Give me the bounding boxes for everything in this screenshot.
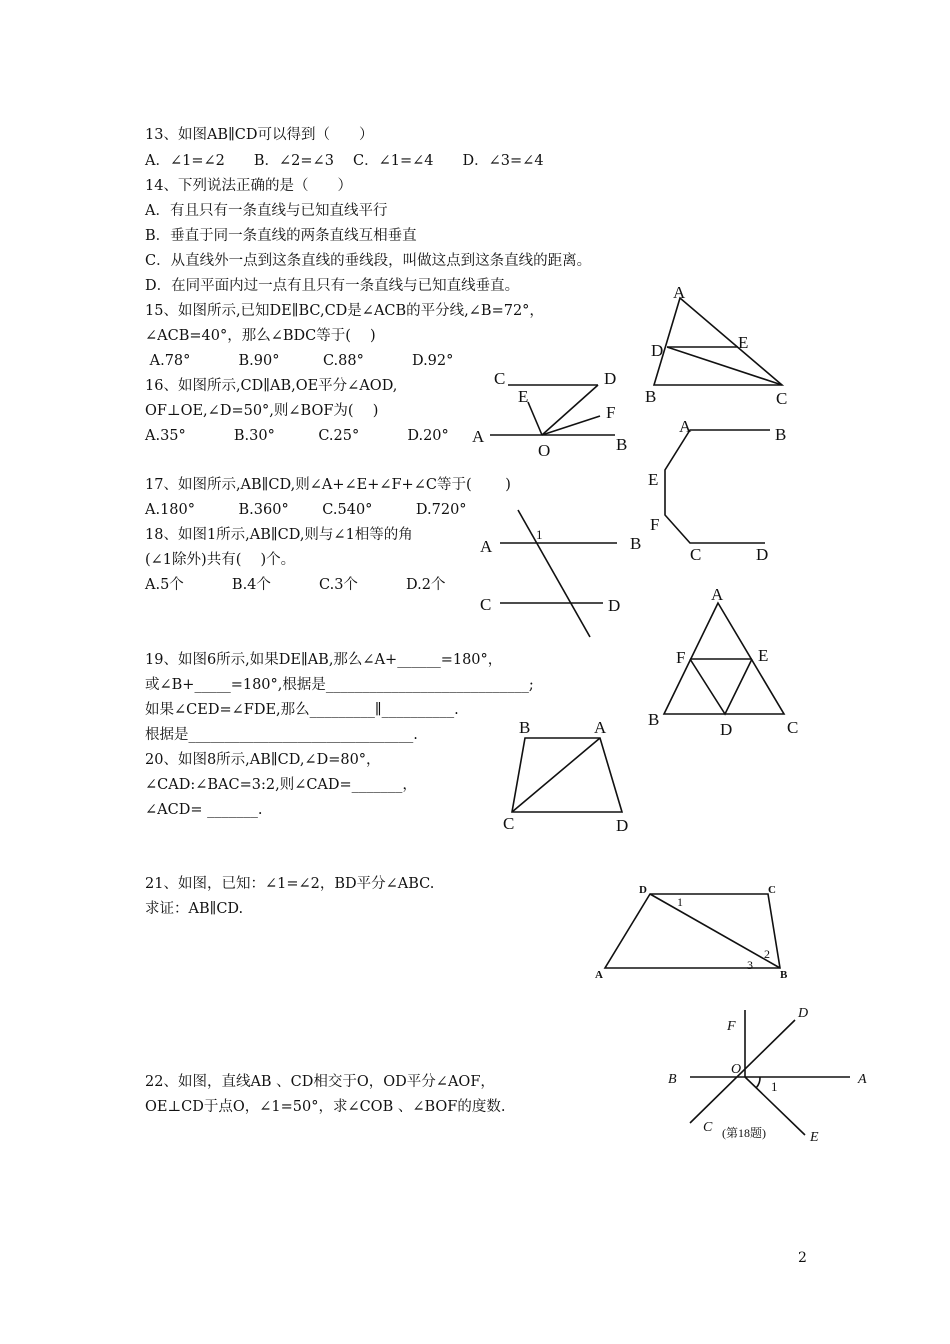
q19-label-b: B <box>648 710 660 729</box>
q15-options: A.78° B.90° C.88° D.92° <box>145 353 454 369</box>
q21-label-b: B <box>780 969 788 981</box>
q19-label-c: C <box>787 718 799 737</box>
q19-stem-4: 根据是_______________________________. <box>145 727 418 743</box>
q19-segments-fde <box>690 659 752 714</box>
q20-label-c: C <box>503 814 515 833</box>
q21-label-d: D <box>639 884 647 896</box>
q14-option-a: A．有且只有一条直线与已知直线平行 <box>145 203 388 219</box>
q22-label-f: F <box>727 1019 736 1034</box>
q16-label-f: F <box>606 403 616 422</box>
q16-label-o: O <box>538 441 551 460</box>
q20-figure <box>495 710 640 835</box>
q15-label-a: A <box>673 283 686 302</box>
q17-label-c: C <box>690 545 702 564</box>
q19-label-f: F <box>676 648 686 667</box>
q22-stem-2: OE⊥CD于点O，∠1=50°，求∠COB 、∠BOF的度数. <box>145 1099 506 1115</box>
q18-label-1: 1 <box>536 527 543 542</box>
q18-figure <box>470 505 640 645</box>
q18-stem-1: 18、如图1所示,AB∥CD,则与∠1相等的角 <box>145 527 413 543</box>
q21-stem: 21、如图，已知：∠1=∠2，BD平分∠ABC. <box>145 876 435 892</box>
q14-option-c: C．从直线外一点到这条直线的垂线段，叫做这点到这条直线的距离。 <box>145 253 592 269</box>
q16-stem-1: 16、如图所示,CD∥AB,OE平分∠AOD, <box>145 378 398 394</box>
q19-stem-1: 19、如图6所示,如果DE∥AB,那么∠A+______=180°， <box>145 652 503 668</box>
q21-label-3: 3 <box>747 958 753 972</box>
q20-stem-1: 20、如图8所示,AB∥CD,∠D=80°， <box>145 752 381 768</box>
q19-label-e: E <box>758 646 769 665</box>
q15-stem-2: ∠ACB=40°，那么∠BDC等于( ) <box>145 328 376 344</box>
q22-label-1: 1 <box>771 1079 778 1094</box>
q19-stem-2: 或∠B+_____=180°,根据是____________________________; <box>145 677 534 693</box>
q18-label-d: D <box>608 596 621 615</box>
q17-figure <box>640 415 800 565</box>
q16-label-e: E <box>518 387 529 406</box>
q18-stem-2: (∠1除外)共有( )个。 <box>145 552 296 568</box>
q16-label-c: C <box>494 369 506 388</box>
q22-figure <box>660 1006 875 1150</box>
q14-option-d: D．在同平面内过一点有且只有一条直线与已知直线垂直。 <box>145 278 520 294</box>
q20-label-a: A <box>594 718 607 737</box>
q20-diagonal-ac <box>512 738 600 812</box>
q14-stem: 14、下列说法正确的是（ ） <box>145 178 352 194</box>
q18-options: A.5个 B.4个 C.3个 D.2个 <box>145 577 446 593</box>
q21-label-c: C <box>768 884 776 896</box>
q21-figure <box>588 878 793 983</box>
q18-label-c: C <box>480 595 492 614</box>
q17-label-d: D <box>756 545 769 564</box>
q17-options: A.180° B.360° C.540° D.720° <box>145 502 467 518</box>
q21-label-2: 2 <box>764 947 770 961</box>
q20-trapezoid <box>512 738 622 812</box>
q16-label-d: D <box>604 369 617 388</box>
q16-stem-2: OF⊥OE,∠D=50°,则∠BOF为( ) <box>145 403 379 419</box>
q21-diagonal-db <box>650 894 780 968</box>
q22-caption: (第18题) <box>722 1126 766 1140</box>
q14-option-b: B．垂直于同一条直线的两条直线互相垂直 <box>145 228 417 244</box>
q20-stem-2: ∠CAD:∠BAC=3:2,则∠CAD=_______， <box>145 777 417 793</box>
q13-options: A．∠1=∠2 B．∠2=∠3 C．∠1=∠4 D．∠3=∠4 <box>145 153 544 169</box>
q19-label-d: D <box>720 720 733 739</box>
q17-label-b: B <box>775 425 787 444</box>
page-number: 2 <box>798 1250 807 1266</box>
q17-label-f: F <box>650 515 660 534</box>
q15-segment-dc <box>667 347 782 385</box>
q15-label-b: B <box>645 387 657 406</box>
q18-label-b: B <box>630 534 642 553</box>
q16-ray-oe <box>528 402 542 435</box>
q21-prove: 求证：AB∥CD. <box>145 901 244 917</box>
q21-trapezoid <box>605 894 780 968</box>
q18-label-a: A <box>480 537 493 556</box>
q22-angle-1-arc <box>756 1077 760 1088</box>
q22-line-cd <box>690 1020 795 1123</box>
q22-stem-1: 22、如图，直线AB 、CD相交于O，OD平分∠AOF， <box>145 1074 495 1090</box>
q19-stem-3: 如果∠CED=∠FDE,那么_________∥__________. <box>145 702 459 718</box>
q16-ray-od <box>542 385 598 435</box>
q17-label-e: E <box>648 470 659 489</box>
q15-label-d: D <box>651 341 664 360</box>
q16-figure <box>465 362 635 462</box>
q18-transversal <box>518 510 590 637</box>
q22-label-o: O <box>731 1062 742 1077</box>
q22-label-a: A <box>858 1072 867 1087</box>
q15-figure <box>640 280 800 410</box>
q22-label-d: D <box>798 1006 809 1021</box>
q17-stem: 17、如图所示,AB∥CD,则∠A+∠E+∠F+∠C等于( ) <box>145 477 511 493</box>
q20-label-d: D <box>616 816 629 835</box>
q19-label-a: A <box>711 585 724 604</box>
q22-label-b: B <box>668 1072 677 1087</box>
q15-label-e: E <box>738 333 749 352</box>
q16-label-a: A <box>472 427 485 446</box>
q21-label-1: 1 <box>677 895 683 909</box>
q20-stem-3: ∠ACD= _______. <box>145 802 263 818</box>
q22-label-e: E <box>810 1130 819 1145</box>
q15-stem-1: 15、如图所示,已知DE∥BC,CD是∠ACB的平分线,∠B=72°， <box>145 303 544 319</box>
q15-label-c: C <box>776 389 788 408</box>
q17-path-abefcd <box>665 430 770 543</box>
q19-figure <box>640 580 810 740</box>
q20-label-b: B <box>519 718 531 737</box>
q16-label-b: B <box>616 435 628 454</box>
q16-options: A.35° B.30° C.25° D.20° <box>145 428 449 444</box>
q15-triangle <box>654 298 782 385</box>
q16-ray-of <box>542 416 600 435</box>
q21-label-a: A <box>595 969 603 981</box>
q22-label-c: C <box>703 1120 713 1135</box>
q17-label-a: A <box>679 417 692 436</box>
q13-stem: 13、如图AB∥CD可以得到（ ） <box>145 127 374 143</box>
